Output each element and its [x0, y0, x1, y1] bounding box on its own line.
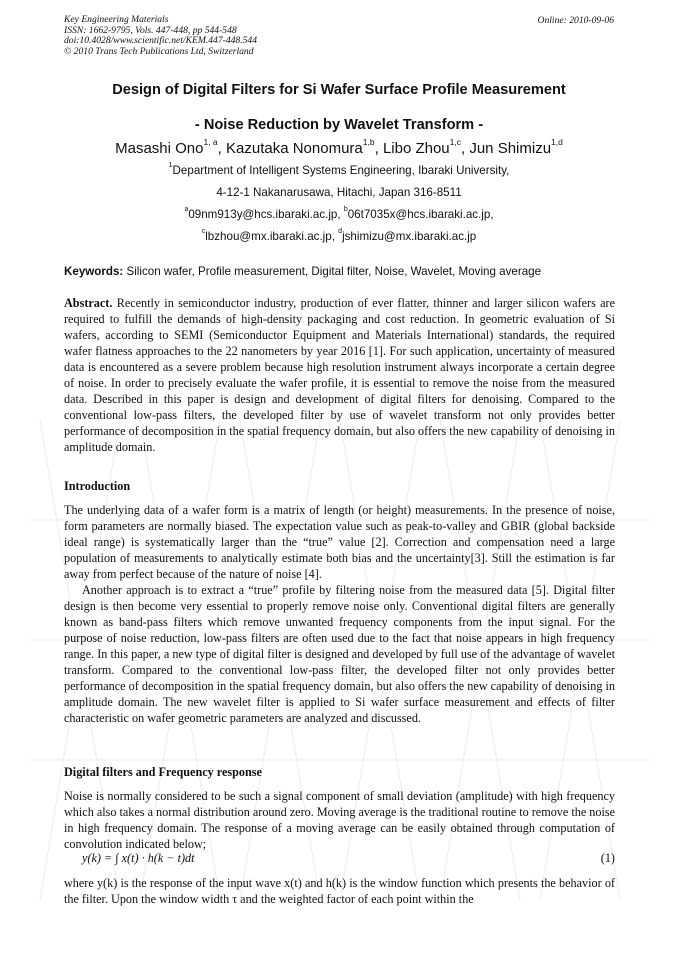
copyright-line: © 2010 Trans Tech Publications Ltd, Switzerland [64, 46, 254, 58]
equation-1 [82, 851, 615, 866]
email-line-1 [0, 208, 678, 221]
abstract-paragraph [64, 295, 615, 455]
author-name: Jun Shimizu [469, 140, 552, 157]
author-sep: , [217, 140, 227, 157]
author-sup: 1,c [449, 137, 461, 147]
digital-paragraph-2: where y(k) is the response of the input wave x(t) and h(k) is the window function which presents the behavior of the filter. Upon the window width τ and the weighted factor of each point within the [64, 876, 615, 906]
paper-title: Design of Digital Filters for Si Wafer Surface Profile Measurement [112, 82, 566, 98]
email-c: lbzhou@mx.ibaraki.ac.jp, [205, 230, 339, 243]
paper-subtitle: - Noise Reduction by Wavelet Transform - [194, 117, 484, 133]
author-name: Libo Zhou [382, 140, 450, 157]
equation-body: y(k) = ∫ x(t) · h(k − t)dt [82, 851, 195, 865]
keywords-text: Silicon wafer, Profile measurement, Digital filter, Noise, Wavelet, Moving average [123, 265, 542, 278]
author-sup: 1, a [203, 137, 218, 147]
affil-sup: 1 [168, 162, 173, 169]
email-b: 06t7035x@hcs.ibaraki.ac.jp, [347, 208, 494, 221]
email-sup: a [184, 206, 189, 213]
intro-paragraph-2: Another approach is to extract a “true” profile by filtering noise from the measured data [5]. Digital filter design is then become very essential to properly remove noise only. Conventional digital filters are generally known as band-pass filters which remove unwanted frequency components from the input signal. For the purpose of noise reduction, low-pass filters are often used due to the fact that noise appears in high frequency range. In this paper, a new type of digital filter is designed and developed by full use of the advantage of wavelet transform. Compared to the conventional low-pass filter, the developed filter not only provides better performance of decomposition in the spatial frequency domain, but also offers the new capability of denoising in amplitude domain. The new wavelet filter is applied to Si wafer surface measurement and effects of filter characteristic on wafer geometric parameters are analyzed and discussed. [64, 583, 615, 725]
affiliation-dept [0, 164, 678, 177]
keywords-line [64, 265, 624, 278]
abstract-label: Abstract. [64, 296, 113, 310]
intro-paragraph-1: The underlying data of a wafer form is a matrix of length (or height) measurements. In the presence of noise, form parameters are normally biased. The expectation value such as peak-to-valley and GBIR (global backside ideal range) is systematically larger than the “true” value [2]. Correction and compensation need a large population of measurements to analytically estimate both bias and the uncertainty[3]. Still the estimation is far away from perfect because of the nature of noise [4]. [64, 503, 615, 581]
section-heading-digital-filters: Digital filters and Frequency response [64, 765, 262, 779]
author-sup: 1,b [362, 137, 375, 147]
author-name: Masashi Ono [115, 140, 204, 157]
email-d: jshimizu@mx.ibaraki.ac.jp [342, 230, 477, 243]
affiliation-address: 4-12-1 Nakanarusawa, Hitachi, Japan 316-8511 [216, 186, 462, 199]
email-sup: c [201, 228, 206, 235]
equation-number: (1) [600, 851, 615, 865]
journal-header [64, 15, 257, 58]
email-a: 09nm913y@hcs.ibaraki.ac.jp, [188, 208, 344, 221]
abstract-text: Recently in semiconductor industry, production of ever flatter, thinner and larger silicon wafers are required to fulfill the demands of high-density packaging and cost reduction. In geometric evaluation of Si wafers, according to SEMI (Semiconductor Equipment and Materials International) standards, the required wafer flatness approaches to the 22 nanometers by year 2016 [1]. For such application, uncertainty of measured data is encountered as a severe problem because high resolution instrument always incorporate a certain degree of noise. In order to precisely evaluate the wafer profile, it is essential to remove the noise from the measured data. Described in this paper is design and development of digital filters for denoising. Compared to the conventional low-pass filters, the developed filter by use of wavelet transform not only provides better performance of decomposition in the spatial frequency domain, but also offers the new capability of denoising in amplitude domain. [64, 296, 615, 454]
author-list [0, 137, 678, 157]
online-date: Online: 2010-09-06 [537, 15, 614, 26]
digital-paragraph-1: Noise is normally considered to be such a signal component of small deviation (amplitude) with high frequency which also takes a normal distribution around zero. Moving average is the traditional routine to remove the noise in high frequency domain. The response of a moving average can be easily obtained through computation of convolution indicated below; [64, 789, 615, 851]
journal-name: Key Engineering Materials [64, 14, 169, 25]
issn-line: ISSN: 1662-9795, Vols. 447-448, pp 544-548 [64, 24, 237, 36]
author-sep: , [374, 140, 383, 157]
email-line-2 [0, 230, 678, 243]
author-name: Kazutaka Nonomura [226, 140, 363, 157]
author-sep: , [461, 140, 470, 157]
email-sup: d [338, 228, 343, 235]
author-sup: 1,d [551, 137, 563, 147]
email-sup: b [343, 206, 348, 213]
affil-dept-text: Department of Intelligent Systems Engineering, Ibaraki University, [172, 164, 510, 177]
doi-line: doi:10.4028/www.scientific.net/KEM.447-448.544 [64, 35, 258, 47]
keywords-label: Keywords: [64, 265, 124, 278]
section-heading-introduction: Introduction [64, 479, 131, 493]
